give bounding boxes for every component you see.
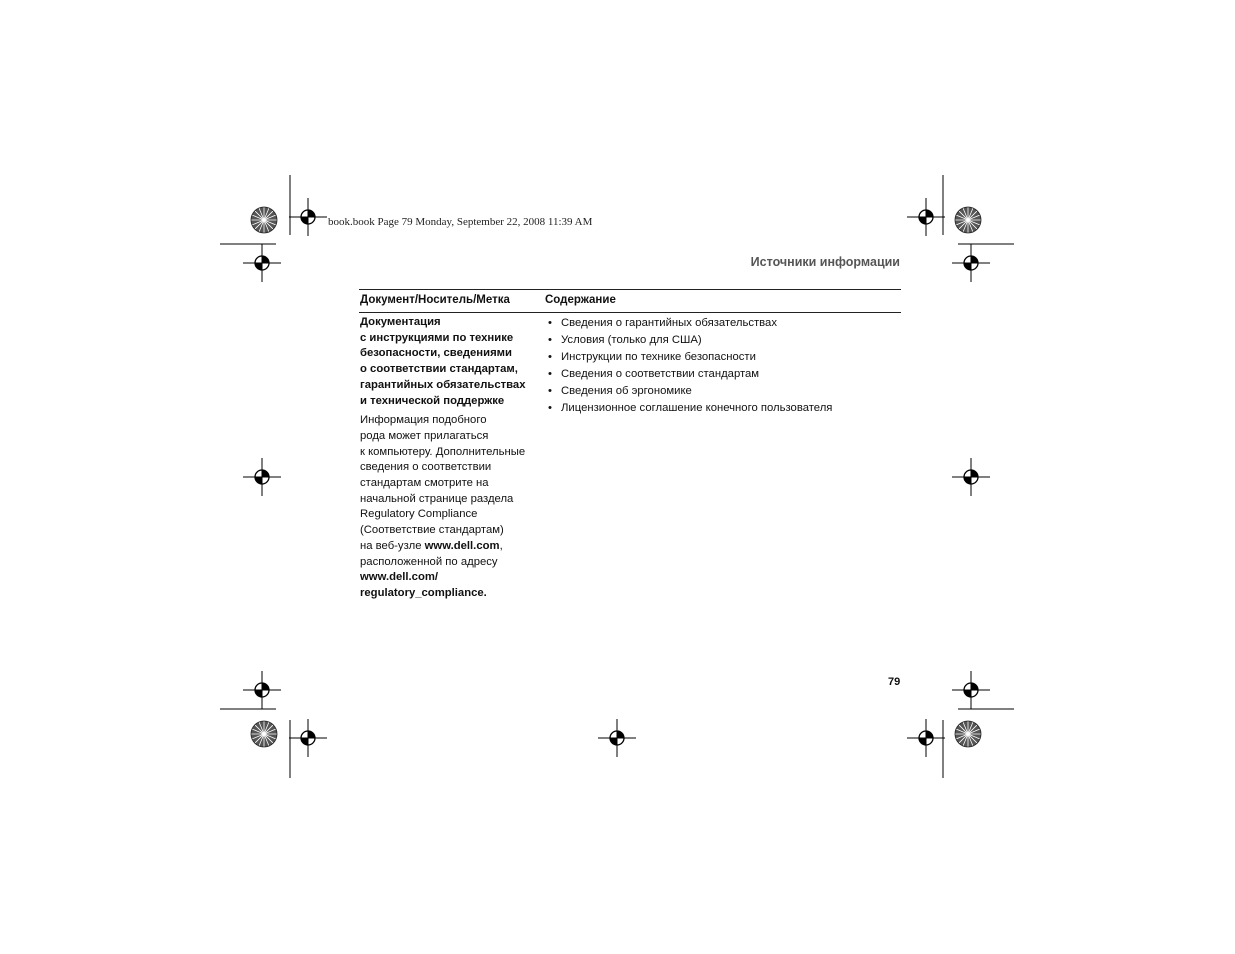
registration-mark-icon [952, 671, 990, 709]
registration-mark-icon [952, 244, 990, 282]
list-item: • Инструкции по технике безопасности [547, 349, 897, 366]
column-header-document: Документ/Носитель/Метка [360, 294, 510, 306]
compliance-url: regulatory_compliance. [360, 586, 487, 599]
list-item: • Условия (только для США) [547, 332, 897, 349]
document-title-line: безопасности, сведениями [360, 347, 512, 360]
table-cell-contents [547, 315, 897, 417]
document-title-line: гарантийных обязательствах [360, 378, 526, 391]
info-table [359, 289, 901, 599]
registration-mark-icon [907, 719, 945, 757]
website-link: www.dell.com [424, 539, 500, 552]
registration-mark-icon [243, 244, 281, 282]
registration-mark-icon [598, 719, 636, 757]
registration-mark-icon [243, 458, 281, 496]
list-item: • Лицензионное соглашение конечного пользователя [547, 400, 897, 417]
document-title-line: о соответствии стандартам, [360, 363, 518, 376]
print-info-slug: book.book Page 79 Monday, September 22, 2008 11:39 AM [328, 216, 593, 228]
website-prefix: на веб-узле [360, 539, 425, 552]
description-line: Regulatory Compliance [360, 508, 478, 521]
description-line: сведения о соответствии [360, 461, 492, 474]
list-item: • Сведения о гарантийных обязательствах [547, 315, 897, 332]
registration-mark-icon [243, 671, 281, 709]
description-line-website [360, 539, 541, 555]
description-line: к компьютеру. Дополнительные [360, 445, 526, 458]
registration-mark-icon [907, 198, 945, 236]
star-target-icon [955, 721, 981, 747]
document-title-line: и технической поддержке [360, 394, 505, 407]
description-line: начальной странице раздела [360, 492, 514, 505]
document-title-line: с инструкциями по технике [360, 331, 514, 344]
compliance-url: www.dell.com/ [360, 571, 439, 584]
registration-mark-icon [289, 198, 327, 236]
registration-mark-icon [952, 458, 990, 496]
document-title-line: Документация [360, 316, 441, 328]
list-item: • Сведения об эргономике [547, 383, 897, 400]
table-cell-document [359, 315, 541, 602]
description-line: рода может прилагаться [360, 429, 489, 442]
running-head: Источники информации [750, 255, 900, 269]
document-description [360, 413, 541, 601]
table-header [359, 289, 901, 313]
description-line: расположенной по адресу [360, 555, 498, 568]
description-line: стандартам смотрите на [360, 477, 489, 490]
star-target-icon [955, 207, 981, 233]
star-target-icon [251, 721, 277, 747]
website-suffix: , [499, 539, 503, 552]
column-header-contents: Содержание [545, 294, 616, 306]
description-line: (Соответствие стандартам) [360, 524, 504, 537]
list-item: • Сведения о соответствии стандартам [547, 366, 897, 383]
page-number: 79 [888, 676, 901, 688]
registration-mark-icon [289, 719, 327, 757]
description-line: Информация подобного [360, 414, 487, 427]
document-title [360, 315, 541, 409]
star-target-icon [251, 207, 277, 233]
